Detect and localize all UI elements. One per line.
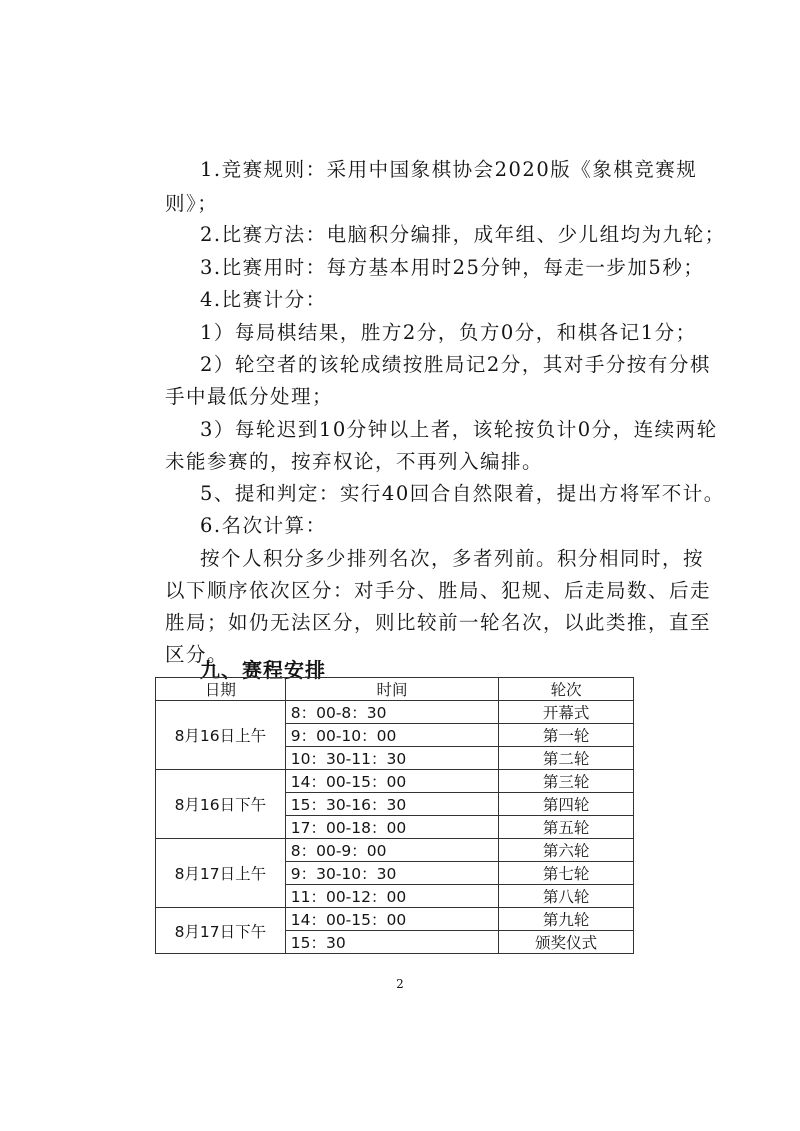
rule-ranking-text-2: 以下顺序依次区分：对手分、胜局、犯规、后走局数、后走 [165,579,712,602]
time-cell: 14：00-15：00 [285,908,499,931]
rule-ranking-text-4: 区分。 [165,643,229,666]
table-row [156,701,634,724]
time-cell: 15：30 [285,931,499,954]
round-cell: 第六轮 [499,839,634,862]
date-cell: 8月17日下午 [156,908,286,954]
schedule-heading: 九、赛程安排 [200,658,326,682]
rule-time-control: 3.比赛用时：每方基本用时25分钟，每走一步加5秒； [200,256,705,279]
round-cell: 第三轮 [499,770,634,793]
round-cell: 颁奖仪式 [499,931,634,954]
round-cell: 第八轮 [499,885,634,908]
rule-scoring-1: 1）每局棋结果，胜方2分，负方0分，和棋各记1分； [200,321,697,344]
rule-competition-rules-cont: 则》； [165,192,219,215]
schedule-table [155,677,634,954]
rule-draw-judgement: 5、提和判定：实行40回合自然限着，提出方将军不计。 [200,482,725,505]
rule-ranking-text-1: 按个人积分多少排列名次，多者列前。积分相同时，按 [200,547,705,570]
rule-competition-rules: 1.竞赛规则：采用中国象棋协会2020版《象棋竞赛规 [200,158,698,181]
time-cell: 8：00-9：00 [285,839,499,862]
rule-scoring-2-cont: 手中最低分处理； [165,385,334,408]
time-cell: 11：00-12：00 [285,885,499,908]
header-time: 时间 [285,678,499,701]
round-cell: 第一轮 [499,724,634,747]
header-round: 轮次 [499,678,634,701]
rule-scoring-3: 3）每轮迟到10分钟以上者，该轮按负计0分，连续两轮 [200,418,718,441]
table-row [156,839,634,862]
date-cell: 8月16日下午 [156,770,286,839]
table-row [156,908,634,931]
time-cell: 14：00-15：00 [285,770,499,793]
time-cell: 10：30-11：30 [285,747,499,770]
time-cell: 17：00-18：00 [285,816,499,839]
date-cell: 8月17日上午 [156,839,286,908]
time-cell: 8：00-8：30 [285,701,499,724]
round-cell: 第五轮 [499,816,634,839]
rule-competition-method: 2.比赛方法：电脑积分编排，成年组、少儿组均为九轮； [200,223,726,246]
page-number: 2 [396,977,404,991]
rule-scoring-3-cont: 未能参赛的，按弃权论，不再列入编排。 [165,450,544,473]
rule-scoring-title: 4.比赛计分： [200,288,327,311]
round-cell: 第七轮 [499,862,634,885]
header-date: 日期 [156,678,286,701]
round-cell: 第二轮 [499,747,634,770]
rule-scoring-2: 2）轮空者的该轮成绩按胜局记2分，其对手分按有分棋 [200,353,711,376]
time-cell: 15：30-16：30 [285,793,499,816]
rule-ranking-title: 6.名次计算： [200,514,327,537]
round-cell: 第四轮 [499,793,634,816]
rule-ranking-text-3: 胜局；如仍无法区分，则比较前一轮名次，以此类推，直至 [165,611,712,634]
time-cell: 9：00-10：00 [285,724,499,747]
table-row [156,770,634,793]
round-cell: 第九轮 [499,908,634,931]
time-cell: 9：30-10：30 [285,862,499,885]
table-header-row [156,678,634,701]
round-cell: 开幕式 [499,701,634,724]
date-cell: 8月16日上午 [156,701,286,770]
